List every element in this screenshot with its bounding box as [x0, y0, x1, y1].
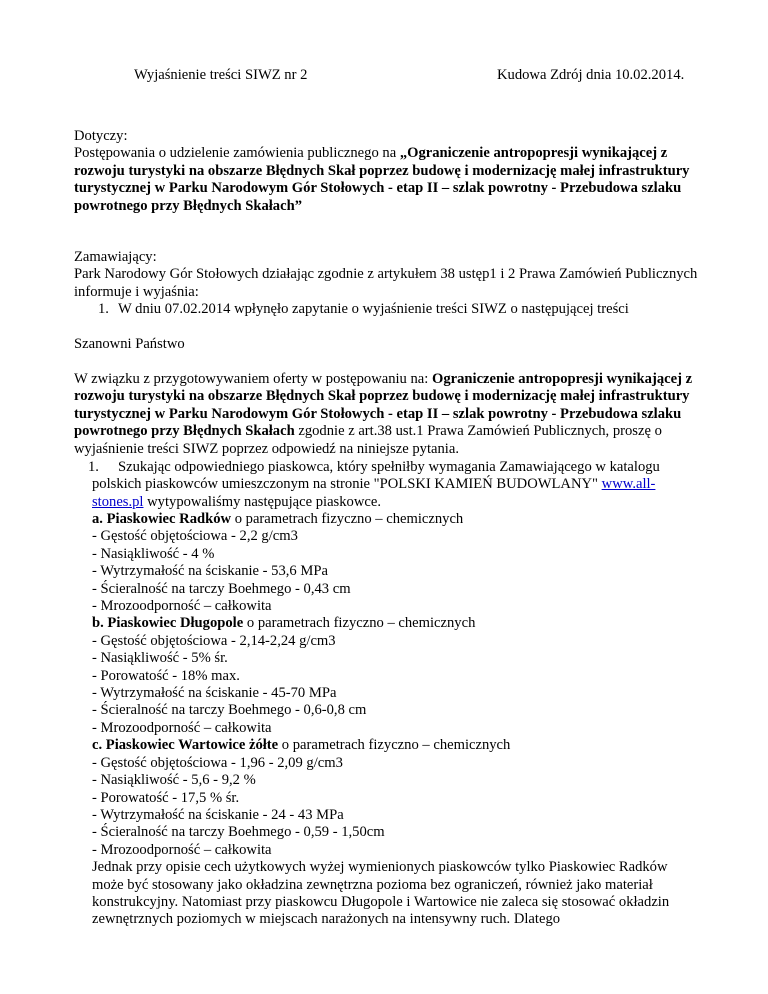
- param-line: - Mrozoodporność – całkowita: [92, 719, 272, 736]
- param-line: - Wytrzymałość na ściskanie - 53,6 MPa: [92, 563, 328, 580]
- section-c: [92, 737, 692, 859]
- section-b: [92, 615, 692, 737]
- section-title: a. Piaskowiec Radków: [92, 511, 232, 527]
- param-line: - Wytrzymałość na ściskanie - 45-70 MPa: [92, 685, 337, 702]
- list-text: W dniu 07.02.2014 wpłynęło zapytanie o wyjaśnienie treści SIWZ o następującej treści: [118, 301, 629, 318]
- question-text-after: wytypowaliśmy następujące piaskowce.: [143, 493, 381, 510]
- param-line: - Mrozoodporność – całkowita: [92, 598, 272, 615]
- dotyczy-title: „Ograniczenie antropopresji wynikającej z rozwoju turystyki na obszarze Błędnych Skał poprzez budowę i modernizację małej infrastruktury turystycznej w Parku Narodowym Gór Stołowych - etap II – szlak powrotny - Przebudowa szlaku powrotnego przy Błędnych Skałach”: [74, 145, 690, 214]
- paragraph-bold-title: Ograniczenie antropopresji wynikającej z rozwoju turystyki na obszarze Błędnych Skał poprzez budowę i modernizację małej infrastruktury turystycznej w Parku Narodowym Gór Stołowych - etap II – szlak powrotny - Przebudowa szlaku powrotnego przy Błędnych Skałach: [74, 371, 693, 440]
- param-line: - Porowatość - 18% max.: [92, 667, 240, 684]
- paragraph-intro: W związku z przygotowywaniem oferty w postępowaniu na:: [74, 371, 432, 387]
- question-text: [92, 459, 672, 511]
- param-line: - Wytrzymałość na ściskanie - 24 - 43 MPa: [92, 806, 344, 823]
- param-line: - Porowatość - 17,5 % śr.: [92, 789, 240, 806]
- document-date: Kudowa Zdrój dnia 10.02.2014.: [497, 67, 685, 83]
- list-number: 1.: [98, 301, 109, 318]
- section-title: c. Piaskowiec Wartowice żółte: [92, 737, 279, 754]
- dotyczy-section: [74, 128, 704, 215]
- zamawiajacy-text: Park Narodowy Gór Stołowych działając zgodnie z artykułem 38 ustęp1 i 2 Prawa Zamówień Publicznych informuje i wyjaśnia:: [74, 266, 698, 300]
- param-line: - Nasiąkliwość - 4 %: [92, 545, 215, 562]
- param-line: - Ścieralność na tarczy Boehmego - 0,6-0,8 cm: [92, 702, 367, 719]
- zamawiajacy-list-item: [74, 301, 704, 319]
- section-suffix: o parametrach fizyczno – chemicznych: [231, 511, 464, 527]
- section-title: b. Piaskowiec Długopole: [92, 615, 244, 632]
- section-a: [92, 511, 692, 615]
- dotyczy-intro: Postępowania o udzielenie zamówienia publicznego na: [74, 145, 400, 162]
- document-title: Wyjaśnienie treści SIWZ nr 2: [134, 67, 308, 83]
- closing-paragraph: Jednak przy opisie cech użytkowych wyżej wymienionych piaskowców tylko Piaskowiec Radków może być stosowany jako okładzina zewnętrzna pozioma bez ograniczeń, również jako materiał konstrukcyjny. Natomiast przy piaskowcu Długopole i Wartowice nie zaleca się stosować okładzin zewnętrznych poziomych w miejscach narażonych na intensywny ruch. Dlatego: [92, 859, 670, 928]
- zamawiajacy-section: [74, 249, 704, 319]
- question-text-before: Szukając odpowiedniego piaskowca, który spełniłby wymagania Zamawiającego w katalogu polskich piaskowców umieszczonym na stronie "POLSKI KAMIEŃ BUDOWLANY": [92, 459, 660, 493]
- section-suffix: o parametrach fizyczno – chemicznych: [278, 737, 511, 754]
- catalog-link[interactable]: www.all-stones.pl: [92, 476, 656, 510]
- param-line: - Mrozoodporność – całkowita: [92, 841, 272, 858]
- question-number: 1.: [88, 459, 99, 475]
- param-line: - Nasiąkliwość - 5,6 - 9,2 %: [92, 772, 256, 789]
- param-line: - Gęstość objętościowa - 2,2 g/cm3: [92, 528, 298, 545]
- param-line: - Ścieralność na tarczy Boehmego - 0,43 cm: [92, 580, 351, 597]
- param-line: - Gęstość objętościowa - 1,96 - 2,09 g/cm3: [92, 754, 343, 771]
- letter-greeting: Szanowni Państwo: [74, 336, 185, 352]
- param-line: - Gęstość objętościowa - 2,14-2,24 g/cm3: [92, 632, 336, 649]
- zamawiajacy-label: Zamawiający:: [74, 249, 157, 265]
- stone-sections: [92, 511, 692, 929]
- section-suffix: o parametrach fizyczno – chemicznych: [243, 615, 476, 632]
- letter-paragraph: [74, 371, 704, 458]
- param-line: - Ścieralność na tarczy Boehmego - 0,59 - 1,50cm: [92, 824, 385, 841]
- dotyczy-text: [74, 145, 704, 215]
- param-line: - Nasiąkliwość - 5% śr.: [92, 650, 228, 667]
- paragraph-outro: zgodnie z art.38 ust.1 Prawa Zamówień Publicznych, proszę o wyjaśnienie treści SIWZ poprzez odpowiedź na niniejsze pytania.: [74, 423, 662, 457]
- dotyczy-label: Dotyczy:: [74, 128, 128, 144]
